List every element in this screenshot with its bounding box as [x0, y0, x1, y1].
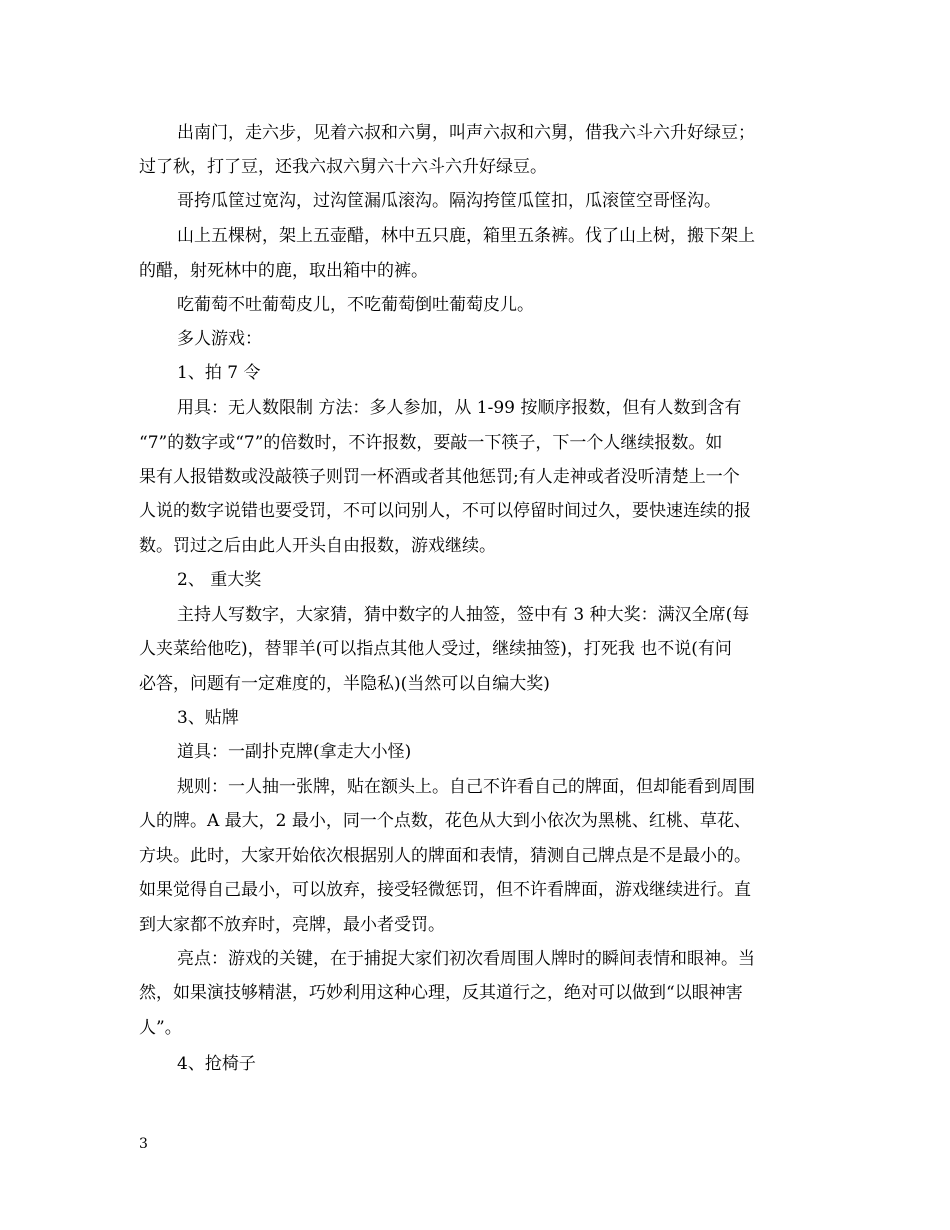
section-heading: 1、拍 7 令	[177, 363, 261, 383]
text-line: 人夹菜给他吃)，替罪羊(可以指点其他人受过，继续抽签)，打死我 也不说(有问	[139, 639, 732, 659]
text-line: 用具：无人数限制 方法：多人参加，从 1-99 按顺序报数，但有人数到含有	[177, 398, 742, 418]
text-line: 道具：一副扑克牌(拿走大小怪)	[177, 742, 412, 762]
section-heading: 3、贴牌	[177, 708, 239, 728]
text-line: 果有人报错数或没敲筷子则罚一杯酒或者其他惩罚;有人走神或者没听清楚上一个	[139, 467, 740, 487]
text-line: 哥挎瓜筐过宽沟，过沟筐漏瓜滚沟。隔沟挎筐瓜筐扣，瓜滚筐空哥怪沟。	[177, 191, 721, 211]
page-number: 3	[139, 1136, 148, 1152]
text-line: 的醋，射死林中的鹿，取出箱中的裤。	[139, 261, 428, 281]
text-line: “7”的数字或“7”的倍数时，不许报数，要敲一下筷子，下一个人继续报数。如	[139, 433, 723, 453]
text-line: 过了秋，打了豆，还我六叔六舅六十六斗六升好绿豆。	[139, 157, 547, 177]
text-line: 出南门，走六步，见着六叔和六舅，叫声六叔和六舅，借我六斗六升好绿豆；	[177, 123, 755, 143]
text-line: 必答，问题有一定难度的，半隐私)(当然可以自编大奖)	[139, 674, 550, 694]
text-line: 人的牌。A 最大，2 最小，同一个点数，花色从大到小依次为黑桃、红桃、草花、	[139, 811, 751, 831]
text-line: 吃葡萄不吐葡萄皮儿，不吃葡萄倒吐葡萄皮儿。	[177, 295, 534, 315]
section-heading: 2、 重大奖	[177, 570, 262, 590]
text-line: 到大家都不放弃时，亮牌，最小者受罚。	[139, 915, 445, 935]
text-line: 人”。	[139, 1018, 182, 1038]
text-line: 然，如果演技够精湛，巧妙利用这种心理，反其道行之，绝对可以做到“以眼神害	[139, 983, 743, 1003]
text-line: 数。罚过之后由此人开头自由报数，游戏继续。	[139, 536, 496, 556]
section-heading: 4、抢椅子	[177, 1054, 256, 1074]
text-line: 规则：一人抽一张牌，贴在额头上。自己不许看自己的牌面，但却能看到周围	[177, 777, 755, 797]
text-line: 方块。此时，大家开始依次根据别人的牌面和表情，猜测自己牌点是不是最小的。	[139, 846, 751, 866]
section-heading: 多人游戏：	[177, 329, 262, 349]
text-line: 主持人写数字，大家猜，猜中数字的人抽签，签中有 3 种大奖：满汉全席(每	[177, 605, 750, 625]
text-line: 亮点：游戏的关键，在于捕捉大家们初次看周围人牌时的瞬间表情和眼神。当	[177, 949, 755, 969]
text-line: 如果觉得自己最小，可以放弃，接受轻微惩罚，但不许看牌面，游戏继续进行。直	[139, 880, 751, 900]
text-line: 山上五棵树，架上五壶醋，林中五只鹿，箱里五条裤。伐了山上树，搬下架上	[177, 226, 755, 246]
text-line: 人说的数字说错也要受罚，不可以问别人，不可以停留时间过久，要快速连续的报	[139, 501, 751, 521]
